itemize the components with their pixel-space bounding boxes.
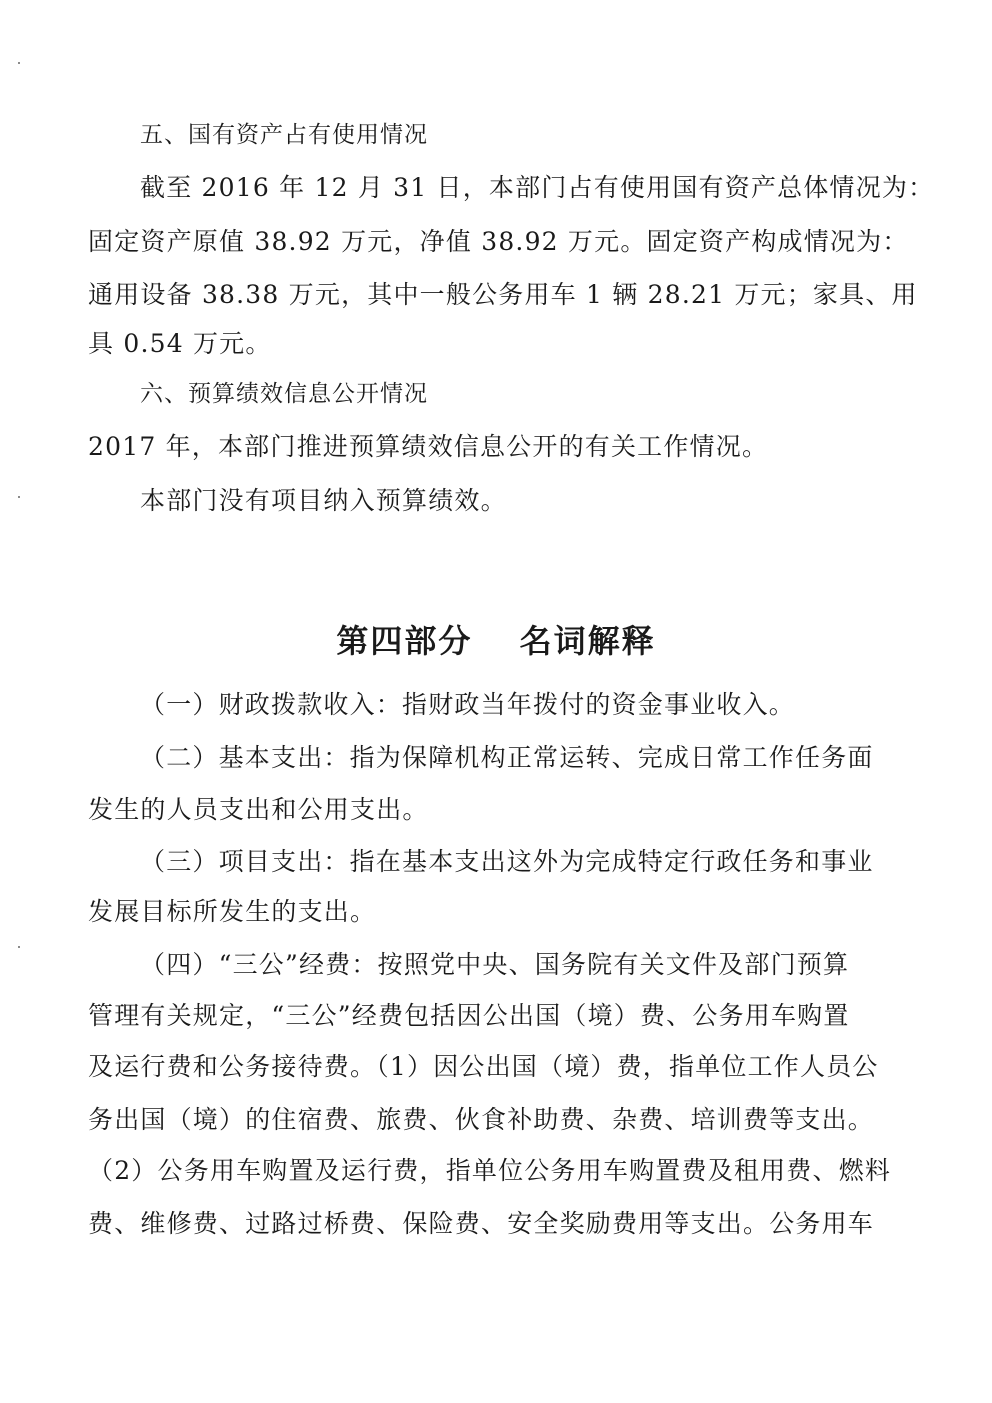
paragraph-line: 本部门没有项目纳入预算绩效。 (140, 486, 507, 515)
scan-speck (18, 946, 20, 948)
paragraph-line: 通用设备 38.38 万元，其中一般公务用车 1 辆 28.21 万元；家具、用 (88, 280, 918, 309)
scan-speck (18, 62, 20, 64)
definition-line: 管理有关规定，“三公”经费包括因公出国（境）费、公务用车购置 (88, 1001, 850, 1030)
definition-line: （一）财政拨款收入：指财政当年拨付的资金事业收入。 (140, 690, 796, 719)
definition-line: （2）公务用车购置及运行费，指单位公务用车购置费及租用费、燃料 (88, 1156, 892, 1185)
definition-line: （四）“三公”经费：按照党中央、国务院有关文件及部门预算 (140, 950, 850, 979)
definition-line: （二）基本支出：指为保障机构正常运转、完成日常工作任务面 (140, 743, 874, 772)
paragraph-line: 2017 年，本部门推进预算绩效信息公开的有关工作情况。 (88, 432, 769, 461)
paragraph-line: 具 0.54 万元。 (88, 329, 272, 358)
definition-line: 发展目标所发生的支出。 (88, 897, 377, 926)
definition-line: （三）项目支出：指在基本支出这外为完成特定行政任务和事业 (140, 847, 874, 876)
section-heading-performance: 六、预算绩效信息公开情况 (140, 381, 428, 407)
paragraph-line: 截至 2016 年 12 月 31 日，本部门占有使用国有资产总体情况为： (140, 173, 935, 202)
paragraph-line: 固定资产原值 38.92 万元，净值 38.92 万元。固定资产构成情况为： (88, 227, 909, 256)
definition-line: 及运行费和公务接待费。（1）因公出国（境）费，指单位工作人员公 (88, 1052, 879, 1081)
scan-speck (18, 496, 20, 498)
definition-line: 发生的人员支出和公用支出。 (88, 795, 429, 824)
part-title: 第四部分 名词解释 (336, 622, 656, 660)
definition-line: 费、维修费、过路过桥费、保险费、安全奖励费用等支出。公务用车 (88, 1209, 875, 1238)
section-heading-assets: 五、国有资产占有使用情况 (140, 122, 428, 148)
definition-line: 务出国（境）的住宿费、旅费、伙食补助费、杂费、培训费等支出。 (88, 1105, 875, 1134)
